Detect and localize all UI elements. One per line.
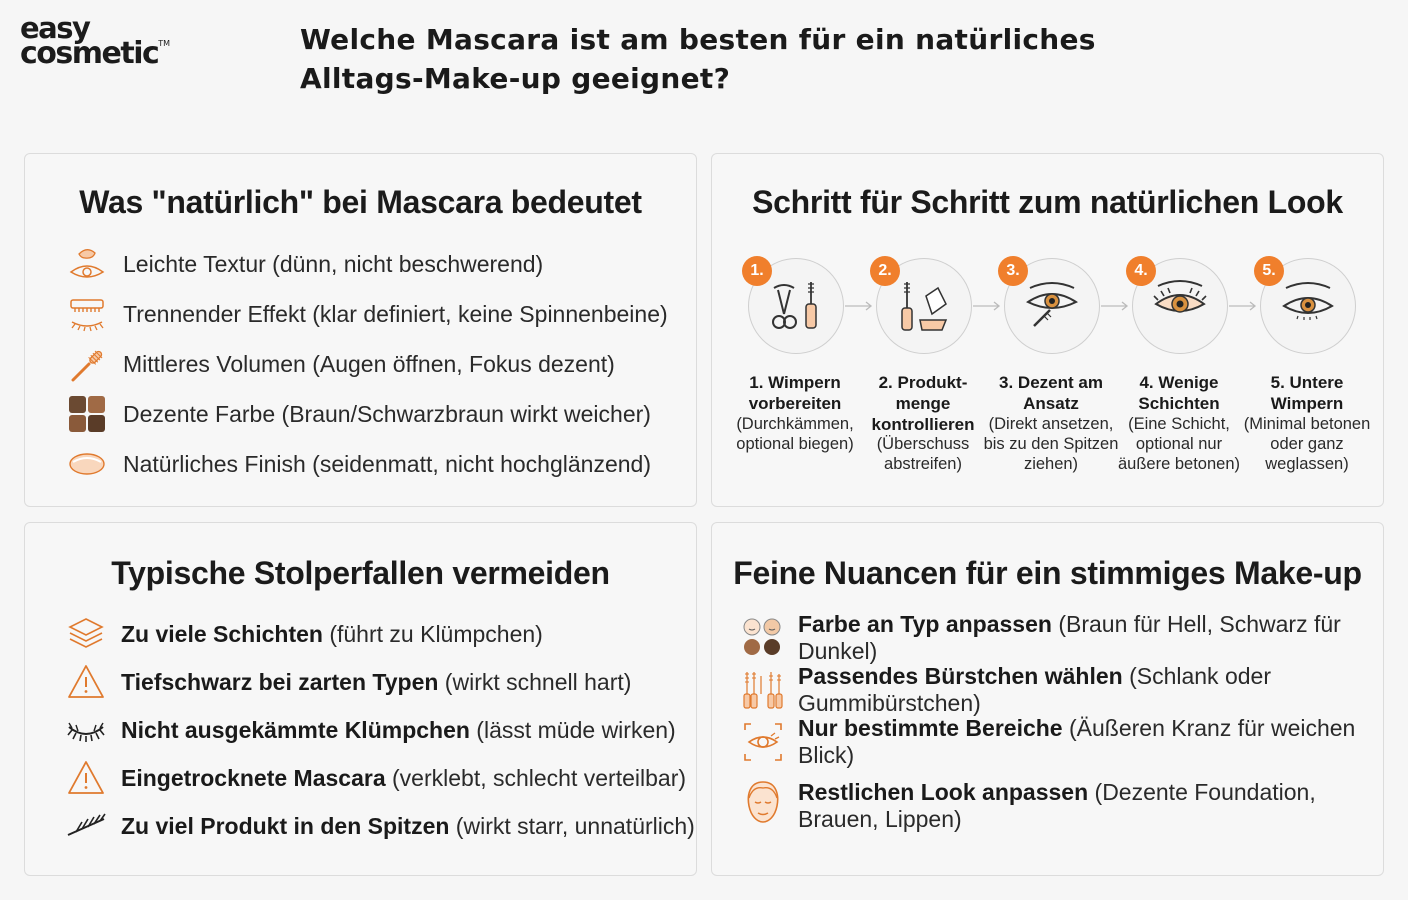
warning-icon xyxy=(65,661,107,703)
step-number: 2. xyxy=(870,256,900,286)
steps-card-title: Schritt für Schritt zum natürlichen Look xyxy=(752,184,1343,220)
step-number: 5. xyxy=(1254,256,1284,286)
mascara-wand-icon xyxy=(65,342,109,386)
item-rest: (Braun für Hell, Schwarz für Dunkel) xyxy=(798,611,1341,664)
item-bold: Nicht ausgekämmte Klümpchen xyxy=(121,716,470,743)
comb-lashes-icon xyxy=(65,292,109,336)
step-desc: (Eine Schicht, optional nur äußere betonen) xyxy=(1117,415,1240,473)
list-item xyxy=(712,715,1383,768)
list-item xyxy=(25,242,696,286)
list-item xyxy=(25,709,696,751)
item-bold: Passendes Bürstchen wählen xyxy=(798,663,1123,689)
list-item xyxy=(25,805,696,847)
arrow-icon xyxy=(1100,300,1130,312)
list-item-text xyxy=(121,717,676,744)
steps-card xyxy=(711,153,1384,507)
list-item-text xyxy=(121,669,631,696)
item-bold: Farbe an Typ anpassen xyxy=(798,611,1052,637)
step-title: 1. Wimpern vorbereiten xyxy=(748,373,842,413)
item-bold: Nur bestimmte Bereiche xyxy=(798,715,1063,741)
list-item xyxy=(25,613,696,655)
list-item xyxy=(25,392,696,436)
item-bold: Zu viel Produkt in den Spitzen xyxy=(121,812,450,839)
focus-eye-icon xyxy=(740,719,786,765)
warning-icon xyxy=(65,757,107,799)
list-item-text: Leichte Textur (dünn, nicht beschwerend) xyxy=(123,250,544,277)
step-number: 4. xyxy=(1126,256,1156,286)
list-item xyxy=(25,342,696,386)
item-rest: (wirkt schnell hart) xyxy=(438,668,632,695)
step-desc: (Durchkämmen, optional biegen) xyxy=(736,415,854,453)
natural-card xyxy=(24,153,697,507)
color-swatches-icon xyxy=(65,392,109,436)
list-item-text xyxy=(798,663,1383,717)
list-item xyxy=(712,611,1383,664)
step-title: 4. Wenige Schichten xyxy=(1138,373,1220,413)
satin-finish-icon xyxy=(65,442,109,486)
layers-icon xyxy=(65,613,107,655)
item-rest: (führt zu Klümpchen) xyxy=(322,620,543,647)
list-item-text xyxy=(121,621,543,648)
item-rest: (wirkt starr, unnatürlich) xyxy=(449,812,695,839)
pitfalls-card-title: Typische Stolperfallen vermeiden xyxy=(111,555,610,591)
list-item xyxy=(25,757,696,799)
brand-line1: easy xyxy=(20,11,90,45)
list-item xyxy=(712,779,1383,833)
list-item-text xyxy=(798,611,1383,665)
list-item-text xyxy=(798,715,1383,769)
list-item-text: Natürliches Finish (seidenmatt, nicht hochglänzend) xyxy=(123,450,651,477)
pitfalls-card xyxy=(24,522,697,876)
list-item xyxy=(25,292,696,336)
brand-logo[interactable] xyxy=(20,11,171,71)
nuances-card-title: Feine Nuancen für ein stimmiges Make-up xyxy=(733,555,1362,591)
step-number: 1. xyxy=(742,256,772,286)
list-item-text: Dezente Farbe (Braun/Schwarzbraun wirkt weicher) xyxy=(123,400,651,427)
heavy-tips-icon xyxy=(65,805,107,847)
list-item-text xyxy=(798,779,1383,833)
brand-tm: TM xyxy=(158,38,171,48)
page-title: Welche Mascara ist am besten für ein natürliches Alltags-Make-up geeignet? xyxy=(300,23,1096,95)
item-bold: Tiefschwarz bei zarten Typen xyxy=(121,668,439,695)
arrow-icon xyxy=(1228,300,1258,312)
item-rest: (Äußeren Kranz für weichen Blick) xyxy=(798,715,1356,768)
list-item-text xyxy=(121,813,695,840)
item-bold: Eingetrocknete Mascara xyxy=(121,764,386,791)
step-desc: (Überschuss abstreifen) xyxy=(876,435,970,473)
nuances-card xyxy=(711,522,1384,876)
list-item xyxy=(25,661,696,703)
item-bold: Restlichen Look anpassen xyxy=(798,779,1089,805)
brushes-icon xyxy=(740,667,786,713)
item-rest: (lässt müde wirken) xyxy=(469,716,676,743)
clumped-lashes-icon xyxy=(65,709,107,751)
item-rest: (verklebt, schlecht verteilbar) xyxy=(385,764,687,791)
face-icon xyxy=(740,779,786,825)
arrow-icon xyxy=(972,300,1002,312)
step-number: 3. xyxy=(998,256,1028,286)
list-item-text: Trennender Effekt (klar definiert, keine Spinnenbeine) xyxy=(123,300,668,327)
step-desc: (Direkt ansetzen, bis zu den Spitzen ziehen) xyxy=(983,415,1119,473)
list-item-text xyxy=(121,765,686,792)
item-bold: Zu viele Schichten xyxy=(121,620,323,647)
step-title: 2. Produkt-menge kontrollieren xyxy=(871,373,975,434)
light-texture-icon xyxy=(65,242,109,286)
item-rest: (Dezente Foundation, Brauen, Lippen) xyxy=(798,779,1316,832)
step-title: 3. Dezent am Ansatz xyxy=(999,373,1103,413)
brand-line2: cosmetic xyxy=(20,35,159,71)
item-rest: (Schlank oder Gummibürstchen) xyxy=(798,663,1271,716)
list-item xyxy=(712,663,1383,716)
step-desc: (Minimal betonen oder ganz weglassen) xyxy=(1243,415,1371,473)
list-item xyxy=(25,442,696,486)
list-item-text: Mittleres Volumen (Augen öffnen, Fokus dezent) xyxy=(123,350,615,377)
step-title: 5. Untere Wimpern xyxy=(1270,373,1344,413)
natural-card-title: Was "natürlich" bei Mascara bedeutet xyxy=(79,184,642,220)
arrow-icon xyxy=(844,300,874,312)
skin-types-icon xyxy=(740,615,786,661)
